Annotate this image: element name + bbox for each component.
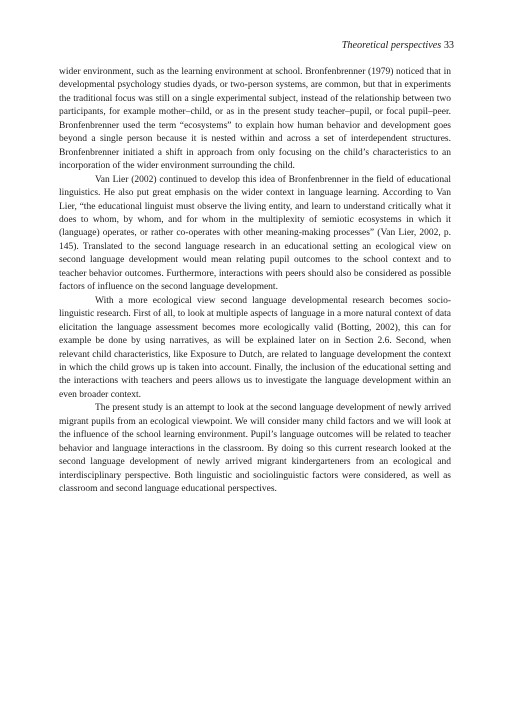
page-number: 33 — [443, 40, 454, 51]
body-text — [59, 66, 451, 497]
paragraph-2: Van Lier (2002) continued to develop this idea of Bronfenbrenner in the field of educational linguistics. He also put great emphasis on the wider context in language learning. According to Van Lier, “the educational linguist must observe the living entity, and learn to understand critically what it does to whom, by whom, and for whom in the multiplexity of semiotic ecosystems in which it (language) operates, or rather co-operates with other meaning-making processes” (Van Lier, 2002, p. 145). Translated to the second language research in an educational setting an ecological view on second language development would mean relating pupil outcomes to the school context and to teacher behavior outcomes. Furthermore, interactions with peers should also be considered as possible factors of influence on the second language development. — [59, 174, 451, 293]
running-header-title: Theoretical perspectives — [341, 40, 442, 51]
paragraph-1: wider environment, such as the learning environment at school. Bronfenbrenner (1979) noticed that in developmental psychology studies dyads, or two-person systems, are common, but that in experiments the traditional focus was still on a single experimental subject, instead of the relationship between two participants, for example mother–child, or as in the present study teacher–pupil, or focal pupil–peer. Bronfenbrenner used the term “ecosystems” to explain how human behavior and development goes beyond a single person because it is nested within and across a set of interdependent structures. Bronfenbrenner initiated a shift in approach from only focusing on the child’s characteristics to an incorporation of the wider environment surrounding the child. — [59, 67, 451, 172]
paragraph-4: The present study is an attempt to look at the second language development of newly arrived migrant pupils from an ecological viewpoint. We will consider many child factors and we will look at the influence of the school learning environment. Pupil’s language outcomes will be related to teacher behavior and language interactions in the classroom. By doing so this current research looked at the second language development of newly arrived migrant kindergarteners from an ecological and interdisciplinary perspective. Both linguistic and sociolinguistic factors were considered, as well as classroom and second language educational perspectives. — [59, 403, 451, 495]
running-header — [342, 39, 454, 52]
paragraph-3: With a more ecological view second language developmental research becomes socio-linguistic research. First of all, to look at multiple aspects of language in a more natural context of data elicitation the language assessment becomes more ecologically valid (Botting, 2002), this can for example be done by using narratives, as will be explained later on in Section 2.6. Second, when relevant child characteristics, like Exposure to Dutch, are related to language development the context in which the child grows up is taken into account. Finally, the inclusion of the educational setting and the interactions with teachers and peers allows us to investigate the language development within an even broader context. — [59, 295, 451, 400]
